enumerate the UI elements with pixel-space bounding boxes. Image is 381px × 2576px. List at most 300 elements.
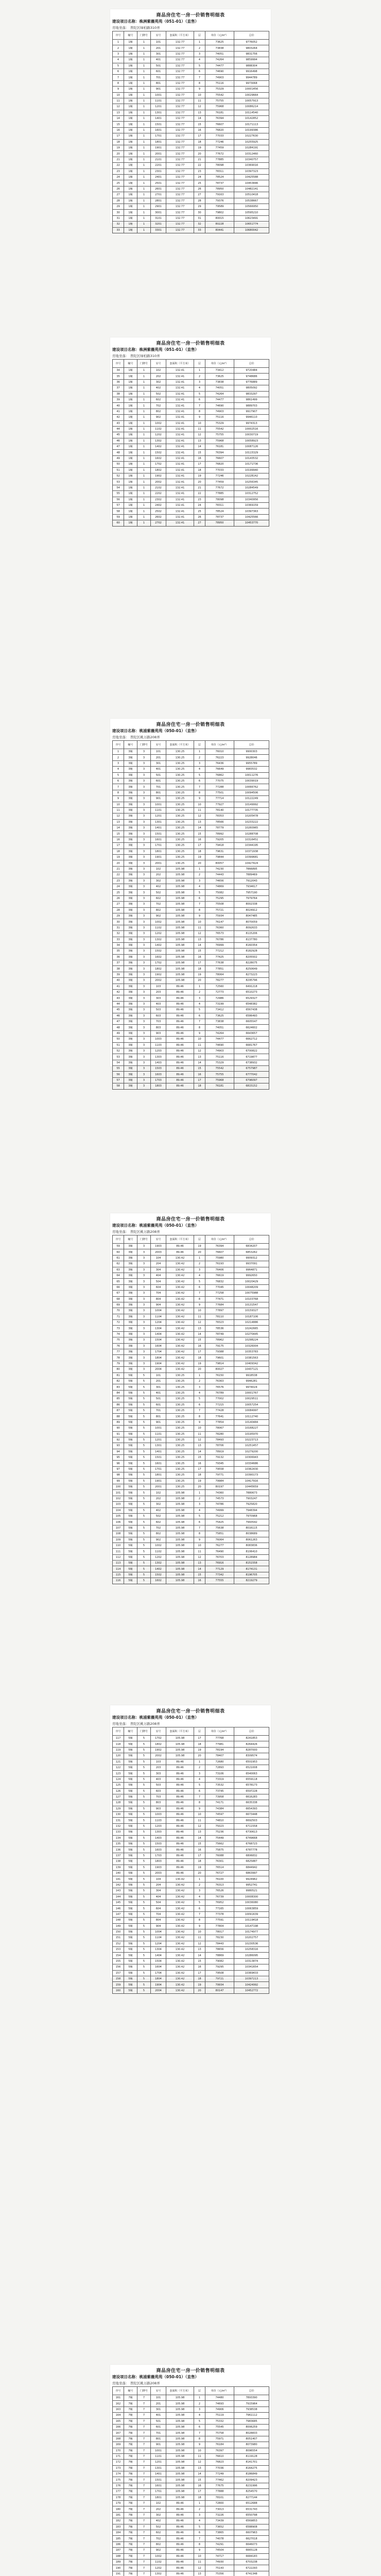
table-cell: 132.77 [166, 98, 194, 104]
table-cell: 1404 [151, 1331, 166, 1337]
table-cell: 8151558 [234, 1561, 269, 1566]
table-cell: 1501 [151, 1455, 166, 1461]
table-cell: 36 [113, 379, 124, 385]
table-cell: 130.42 [166, 1331, 194, 1337]
table-cell: 78737 [205, 180, 234, 186]
table-cell: 105.98 [166, 2483, 194, 2488]
table-row [113, 1900, 269, 1905]
price-table [112, 1235, 269, 1584]
table-cell: 1802 [151, 1741, 166, 1747]
table-row [113, 80, 269, 86]
table-cell: 130.25 [166, 1455, 194, 1461]
table-cell: 130.25 [166, 755, 194, 760]
table-cell: 1 [137, 186, 151, 192]
table-row [113, 420, 269, 426]
column-header: 室号 [151, 1235, 166, 1244]
table-row [113, 849, 269, 854]
table-cell: 5幢 [124, 1882, 137, 1888]
table-cell: 9 [194, 796, 205, 802]
table-cell: 7 [113, 75, 124, 80]
table-cell: 5幢 [124, 1970, 137, 1976]
table-cell: 6738932 [234, 1060, 269, 1065]
table-cell: 117 [113, 1736, 124, 1741]
table-cell: 79205 [205, 837, 234, 842]
table-cell: 4 [194, 884, 205, 889]
table-cell: 5 [137, 1408, 151, 1413]
table-cell: 100 [113, 1484, 124, 1490]
table-cell: 8016115 [234, 1525, 269, 1531]
table-cell: 3幢 [124, 1349, 137, 1355]
table-cell: 75875 [205, 1847, 234, 1853]
table-cell: 7 [194, 1525, 205, 1531]
table-cell: 132.41 [166, 473, 194, 479]
table-cell: 75329 [205, 87, 234, 92]
table-cell: 10397363 [234, 509, 269, 514]
table-cell: 10087126 [234, 444, 269, 450]
table-cell: 53 [113, 479, 124, 485]
table-cell: 6853262 [234, 1249, 269, 1255]
table-cell: 501 [151, 63, 166, 69]
table-cell: 3 [194, 1384, 205, 1390]
column-header: 层 [194, 1727, 205, 1736]
table-cell: 5 [137, 1561, 151, 1566]
table-cell: 601 [151, 69, 166, 74]
table-cell: 17 [194, 960, 205, 966]
table-cell: 5幢 [124, 1823, 137, 1829]
table-row [113, 1823, 269, 1829]
table-cell: 1幢 [124, 491, 137, 497]
table-cell: 178 [113, 2495, 124, 2500]
table-cell: 6700822 [234, 1048, 269, 1054]
table-cell: 76184 [205, 2442, 234, 2448]
table-cell: 1幢 [124, 116, 137, 122]
table-row [113, 942, 269, 948]
table-cell: 6 [194, 2530, 205, 2535]
table-cell: 5幢 [124, 1578, 137, 1584]
table-cell: 7 [137, 2477, 151, 2483]
table-cell: 150 [113, 1929, 124, 1935]
table-row [113, 1847, 269, 1853]
table-cell: 3幢 [124, 837, 137, 842]
table-cell: 50 [113, 462, 124, 467]
table-cell: 3幢 [124, 749, 137, 755]
table-cell: 10063859 [234, 1906, 269, 1911]
table-cell: 5 [194, 1783, 205, 1788]
table-cell: 10424992 [234, 1982, 269, 1988]
table-row [113, 814, 269, 819]
table-cell: 105.98 [166, 972, 194, 977]
table-cell: 18 [194, 1741, 205, 1747]
table-cell: 3 [194, 878, 205, 884]
table-cell: 1901 [151, 855, 166, 860]
table-cell: 78101 [205, 2495, 234, 2500]
table-cell: 9748686 [234, 374, 269, 379]
table-cell: 9 [113, 87, 124, 92]
table-cell: 72986 [205, 995, 234, 1001]
table-cell: 10258316 [234, 1947, 269, 1953]
table-cell: 703 [151, 1794, 166, 1800]
table-cell: 19 [194, 1361, 205, 1366]
table-cell: 73226 [205, 2512, 234, 2518]
table-cell: 146 [113, 1906, 124, 1911]
table-cell: 32 [113, 222, 124, 227]
table-cell: 130.42 [166, 1314, 194, 1319]
table-row [113, 948, 269, 954]
table-cell: 7912043 [234, 878, 269, 884]
table-cell: 1 [194, 2395, 205, 2401]
table-cell: 105.98 [166, 2495, 194, 2500]
table-cell: 134 [113, 1835, 124, 1841]
table-cell: 1 [137, 462, 151, 467]
table-cell: 132.77 [166, 174, 194, 180]
table-cell: 8 [194, 1531, 205, 1537]
table-cell: 7 [137, 2548, 151, 2553]
table-cell: 79984 [205, 1478, 234, 1484]
table-cell: 3幢 [124, 855, 137, 860]
table-cell: 105.98 [166, 919, 194, 925]
table-cell: 7 [137, 2413, 151, 2418]
table-cell: 1601 [151, 1461, 166, 1466]
table-cell: 28 [113, 198, 124, 204]
table-cell: 78950 [205, 186, 234, 192]
table-cell: 130.42 [166, 1355, 194, 1361]
table-row [113, 2495, 269, 2500]
table-row [113, 1736, 269, 1741]
table-cell: 77885 [205, 157, 234, 162]
table-cell: 15 [194, 831, 205, 837]
table-cell: 21 [194, 157, 205, 162]
table-cell: 7幢 [124, 2465, 137, 2471]
table-row [113, 1753, 269, 1759]
table-cell: 2601 [151, 186, 166, 192]
table-cell: 3幢 [124, 937, 137, 942]
table-cell: 1幢 [124, 139, 137, 145]
table-cell: 3 [137, 931, 151, 937]
table-cell: 132.41 [166, 385, 194, 391]
table-cell: 7983685 [234, 2418, 269, 2424]
table-cell: 501 [151, 1396, 166, 1402]
table-cell: 2 [194, 2401, 205, 2406]
table-cell: 602 [151, 895, 166, 901]
table-cell: 75116 [205, 415, 234, 420]
table-cell: 130.25 [166, 807, 194, 813]
table-cell: 75758 [205, 2430, 234, 2436]
table-cell: 7 [194, 2430, 205, 2436]
table-cell: 10298224 [234, 1337, 269, 1343]
table-cell: 75119 [205, 2413, 234, 2418]
table-cell: 7866895 [234, 866, 269, 872]
table-cell: 74051 [205, 51, 234, 57]
table-cell: 5 [137, 1800, 151, 1806]
table-cell: 77927 [205, 802, 234, 807]
table-cell: 1002 [151, 1543, 166, 1548]
table-cell: 105.98 [166, 913, 194, 919]
table-cell: 77591 [205, 1918, 234, 1923]
table-cell: 7938538 [234, 2406, 269, 2412]
table-cell: 3201 [151, 222, 166, 227]
table-row [113, 778, 269, 784]
table-cell: 132.77 [166, 110, 194, 115]
table-row [113, 1267, 269, 1273]
table-cell: 3幢 [124, 1291, 137, 1296]
table-cell: 49 [113, 455, 124, 461]
table-row [113, 374, 269, 379]
table-cell: 73412 [205, 1007, 234, 1013]
table-cell: 7幢 [124, 2436, 137, 2442]
table-cell: 13 [194, 937, 205, 942]
table-cell: 5 [137, 1736, 151, 1741]
table-cell: 1 [194, 2501, 205, 2506]
table-cell: 401 [151, 1390, 166, 1396]
table-cell: 1204 [151, 1941, 166, 1946]
table-cell: 51 [113, 467, 124, 473]
table-cell: 901 [151, 2442, 166, 2448]
table-row [113, 978, 269, 984]
table-cell: 5 [137, 1894, 151, 1900]
table-cell: 1 [137, 438, 151, 444]
table-cell: 9889703 [234, 403, 269, 409]
column-header: 总价 [234, 741, 269, 749]
table-cell: 76526 [205, 1888, 234, 1894]
table-row [113, 890, 269, 895]
table-row [113, 75, 269, 80]
table-cell: 1802 [151, 966, 166, 972]
table-cell: 132.41 [166, 397, 194, 402]
table-cell: 74384 [205, 1806, 234, 1811]
table-cell: 76394 [205, 116, 234, 122]
column-header: 层 [194, 1235, 205, 1244]
table-cell: 3幢 [124, 1267, 137, 1273]
table-row [113, 2442, 269, 2448]
table-row [113, 807, 269, 813]
table-cell: 89.46 [166, 1048, 194, 1054]
table-cell: 3 [137, 1320, 151, 1326]
table-cell: 132.41 [166, 420, 194, 426]
table-cell: 5 [137, 1823, 151, 1829]
table-cell: 1 [137, 116, 151, 122]
table-cell: 142 [113, 1882, 124, 1888]
table-cell: 1 [194, 1372, 205, 1378]
table-cell: 1 [194, 1490, 205, 1496]
table-cell: 130.42 [166, 1367, 194, 1372]
table-cell: 6757987 [234, 1066, 269, 1072]
table-cell: 32 [113, 931, 124, 937]
table-cell: 202 [151, 872, 166, 878]
table-cell: 2202 [151, 491, 166, 497]
table-cell: 89.46 [166, 2518, 194, 2524]
table-cell: 8 [194, 2436, 205, 2442]
table-cell: 10510418 [234, 192, 269, 198]
table-cell: 3 [137, 837, 151, 842]
table-row [113, 1314, 269, 1319]
table-cell: 105.98 [166, 1566, 194, 1572]
table-cell: 89.46 [166, 1042, 194, 1048]
table-cell: 130.25 [166, 1431, 194, 1437]
table-cell: 10242665 [234, 1326, 269, 1331]
table-cell: 802 [151, 1531, 166, 1537]
table-cell: 3 [194, 51, 205, 57]
table-cell: 1801 [151, 1472, 166, 1478]
table-cell: 1502 [151, 948, 166, 954]
table-row [113, 1496, 269, 1501]
table-cell: 3幢 [124, 1013, 137, 1019]
table-cell: 1902 [151, 972, 166, 977]
table-row [113, 1502, 269, 1507]
table-cell: 8 [194, 1414, 205, 1419]
table-cell: 132.77 [166, 198, 194, 204]
table-cell: 1幢 [124, 63, 137, 69]
project-name: 建设项目名称：株洲紫薇苑苑（051-01）（直售） [112, 19, 199, 24]
table-cell: 77851 [205, 966, 234, 972]
column-header: 单价（元/m²） [205, 2387, 234, 2395]
table-cell: 10122249 [234, 796, 269, 802]
table-cell: 132.77 [166, 127, 194, 133]
table-cell: 1 [137, 444, 151, 450]
table-cell: 401 [151, 2413, 166, 2418]
table-cell: 130.42 [166, 1255, 194, 1261]
table-row [113, 831, 269, 837]
table-row [113, 995, 269, 1001]
table-cell: 5 [137, 1741, 151, 1747]
table-cell: 10030719 [234, 432, 269, 438]
table-cell: 3幢 [124, 1255, 137, 1261]
table-cell: 90 [113, 1426, 124, 1431]
table-cell: 122 [113, 1765, 124, 1770]
table-cell: 19 [194, 1747, 205, 1753]
table-cell: 1 [137, 139, 151, 145]
table-cell: 301 [151, 1384, 166, 1390]
table-cell: 105.98 [166, 1502, 194, 1507]
table-cell: 7幢 [124, 2442, 137, 2448]
table-cell: 4 [194, 2413, 205, 2418]
table-cell: 5 [137, 1414, 151, 1419]
table-cell: 77428 [205, 1408, 234, 1413]
table-cell: 75116 [205, 1054, 234, 1060]
table-cell: 10344195 [234, 843, 269, 849]
table-cell: 1201 [151, 2460, 166, 2465]
table-cell: 5幢 [124, 1372, 137, 1378]
table-cell: 1 [137, 40, 151, 45]
table-cell: 25 [194, 509, 205, 514]
table-cell: 105.98 [166, 1554, 194, 1560]
table-cell: 10623491 [234, 215, 269, 221]
table-cell: 102 [151, 368, 166, 374]
table-cell: 9944789 [234, 75, 269, 80]
table-cell: 3 [137, 855, 151, 860]
table-cell: 105.98 [166, 890, 194, 895]
table-cell: 10340956 [234, 497, 269, 502]
table-cell: 7 [137, 2401, 151, 2406]
column-header: 序号 [113, 31, 124, 40]
table-cell: 132.41 [166, 379, 194, 385]
table-row [113, 755, 269, 760]
table-cell: 12 [194, 432, 205, 438]
column-header: 序号 [113, 1235, 124, 1244]
table-cell: 75295 [205, 895, 234, 901]
table-cell: 10369159 [234, 502, 269, 508]
table-cell: 105.98 [166, 1561, 194, 1566]
table-cell: 3 [137, 819, 151, 825]
table-cell: 6768723 [234, 1841, 269, 1847]
table-cell: 5 [194, 2524, 205, 2530]
table-cell: 7 [137, 2495, 151, 2500]
table-cell: 77555 [205, 1578, 234, 1584]
table-header-row [113, 2387, 269, 2395]
table-cell: 1 [137, 502, 151, 508]
table-cell: 2 [194, 755, 205, 760]
table-cell: 89.46 [166, 1037, 194, 1042]
table-cell: 6 [194, 895, 205, 901]
table-cell: 138 [113, 1859, 124, 1865]
table-cell: 3幢 [124, 954, 137, 960]
table-cell: 7948394 [234, 1507, 269, 1513]
table-cell: 11 [194, 426, 205, 432]
table-cell: 89.46 [166, 1776, 194, 1782]
table-cell: 75449 [205, 1835, 234, 1841]
table-cell: 76820 [205, 127, 234, 133]
table-cell: 76363 [205, 1378, 234, 1384]
table-cell: 1604 [151, 1343, 166, 1349]
table-cell: 1501 [151, 2477, 166, 2483]
table-cell: 5 [137, 1958, 151, 1964]
table-cell: 89.46 [166, 1249, 194, 1255]
sheet-title: 商品房住宅一房一价销售明细表 [156, 722, 225, 727]
table-row [113, 1953, 269, 1958]
table-row [113, 2430, 269, 2436]
table-cell: 40 [113, 403, 124, 409]
table-cell: 9955789 [234, 760, 269, 766]
table-cell: 10251457 [234, 1443, 269, 1449]
table-cell: 5 [137, 1806, 151, 1811]
table-cell: 16 [194, 2483, 205, 2488]
table-cell: 203 [151, 990, 166, 995]
table-cell: 190 [113, 2565, 124, 2571]
table-row [113, 2553, 269, 2559]
table-cell: 89.46 [166, 1083, 194, 1089]
table-cell: 1幢 [124, 163, 137, 168]
table-cell: 13 [194, 110, 205, 115]
table-row [113, 1947, 269, 1953]
table-cell: 3 [194, 2406, 205, 2412]
table-row [113, 1284, 269, 1290]
table-cell: 3 [137, 960, 151, 966]
table-cell: 73838 [205, 1019, 234, 1024]
table-cell: 115 [113, 1572, 124, 1578]
table-cell: 29 [194, 204, 205, 209]
table-cell: 180 [113, 2506, 124, 2512]
table-cell: 10538667 [234, 198, 269, 204]
table-cell: 60 [113, 1249, 124, 1255]
table-cell: 89.46 [166, 1788, 194, 1794]
table-cell: 5 [137, 1982, 151, 1988]
table-cell: 8 [194, 80, 205, 86]
table-cell: 132.77 [166, 122, 194, 127]
table-cell: 77342 [205, 1572, 234, 1578]
project-name: 建设项目名称：株洲紫薇苑苑（051-01）（直售） [112, 347, 199, 352]
table-cell: 130.42 [166, 1929, 194, 1935]
table-cell: 4 [194, 767, 205, 772]
table-cell: 5 [137, 1841, 151, 1847]
table-cell: 3 [194, 760, 205, 766]
table-cell: 8 [194, 2541, 205, 2547]
table-cell: 1202 [151, 1554, 166, 1560]
table-cell: 75968 [205, 104, 234, 110]
table-cell: 3 [137, 1331, 151, 1337]
table-cell: 71 [113, 1314, 124, 1319]
table-cell: 904 [151, 1923, 166, 1929]
table-cell: 68 [113, 1296, 124, 1302]
table-cell: 89.46 [166, 1077, 194, 1083]
